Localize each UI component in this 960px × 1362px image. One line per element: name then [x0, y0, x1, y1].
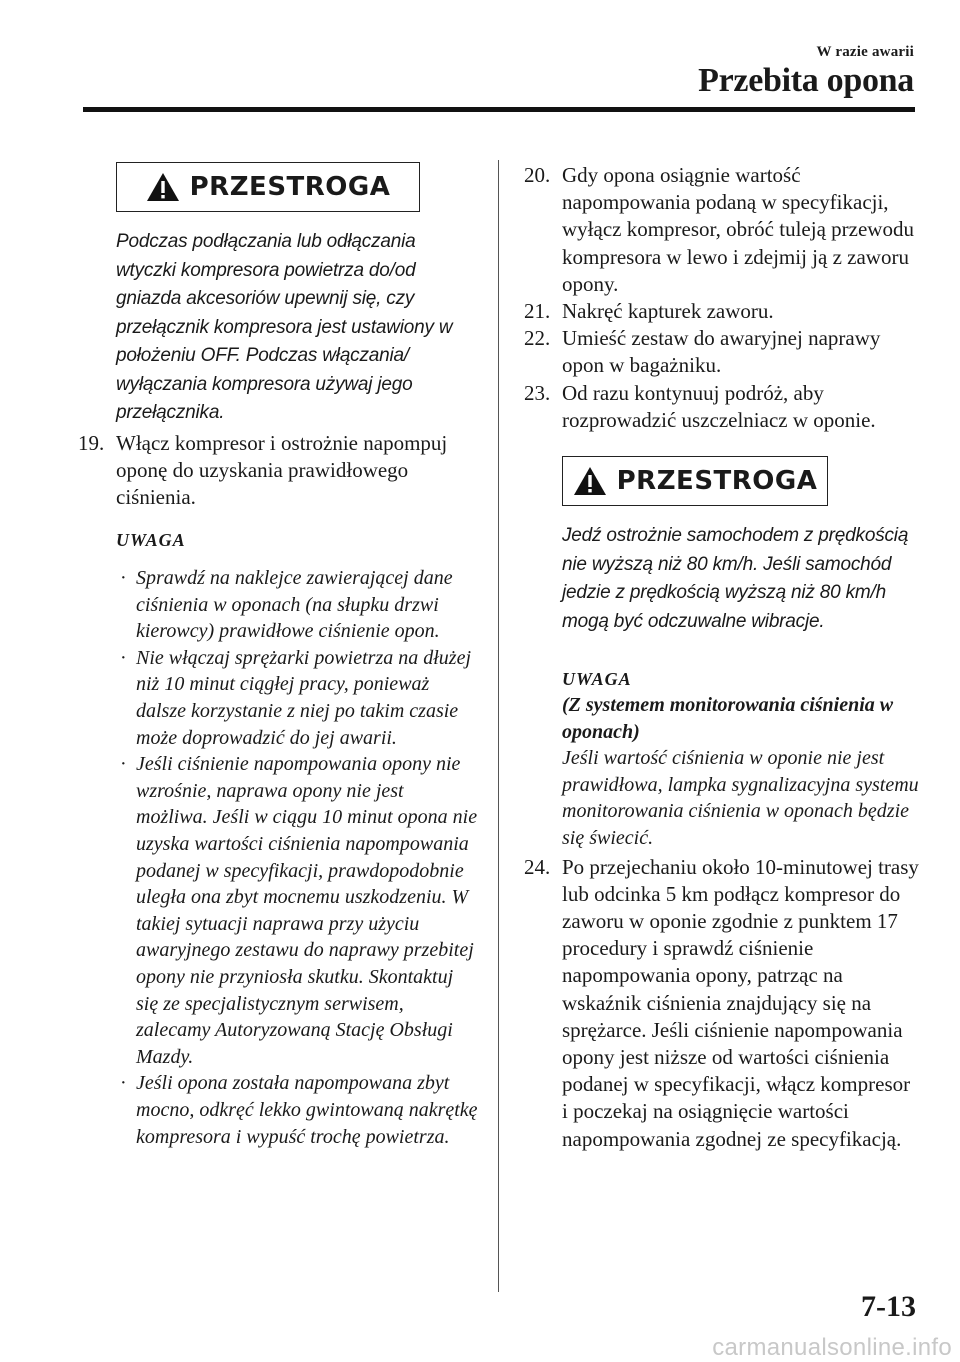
- bullet-text: Jeśli ciśnienie napompowania opony nie wzrośnie, naprawa opony nie jest możliwa. Jeśli w ciągu 10 minut opona nie uzyska wartości ciśnienia napompowania podanej w specyfikacji, prawdopodobnie uległa ona zbyt mocnemu uszkodzeniu. W takiej sytuacji naprawa przy użyciu awaryjnego zestawu do naprawy przebitej opony nie przyniosła skutku. Skontaktuj się ze specjalistycznym serwisem, zalecamy Autoryzowaną Stację Obsługi Mazdy.: [136, 753, 478, 1068]
- note-block: [524, 666, 920, 852]
- step-number: 22.: [524, 326, 551, 351]
- note-title: UWAGA: [562, 669, 632, 690]
- caution-box: [562, 456, 828, 506]
- note-text: Jeśli wartość ciśnienia w oponie nie jest prawidłowa, lampka sygnalizacyjna systemu monitorowania ciśnienia w oponach będzie się świecić.: [562, 747, 919, 849]
- bullet-icon: ·: [120, 646, 127, 669]
- step-22: [524, 325, 920, 379]
- bullet-text: Sprawdź na naklejce zawierającej dane ciśnienia w oponach (na słupku drzwi kierowcy) prawidłowe ciśnienie opon.: [136, 567, 453, 643]
- warning-icon: [573, 466, 607, 496]
- step-24: [524, 854, 920, 1153]
- caution-label: PRZESTROGA: [189, 172, 391, 202]
- step-19: [78, 430, 480, 512]
- caution-box: [116, 162, 420, 212]
- right-column: [524, 162, 920, 1153]
- step-number: 19.: [78, 430, 105, 455]
- step-text: Od razu kontynuuj podróż, aby rozprowadzić uszczelniacz w oponie.: [562, 380, 876, 432]
- step-number: 20.: [524, 163, 551, 187]
- warning-icon: [146, 172, 180, 202]
- bullet-text: Jeśli opona została napompowana zbyt mocno, odkręć lekko gwintowaną nakrętkę kompresora i wypuść trochę powietrza.: [136, 1072, 478, 1148]
- bullet-text: Nie włączaj sprężarki powietrza na dłużej niż 10 minut ciągłej pracy, ponieważ dalsze korzystanie z niej po takim czasie może doprowadzić do jej awarii.: [136, 646, 471, 749]
- left-column: [78, 162, 480, 1150]
- step-text: Włącz kompresor i ostrożnie napompuj oponę do uzyskania prawidłowego ciśnienia.: [116, 430, 448, 509]
- step-21: [524, 298, 920, 325]
- header-rule: [83, 107, 915, 112]
- bullet-icon: ·: [120, 1072, 127, 1095]
- list-item: [116, 645, 480, 751]
- page-number: 7-13: [861, 1290, 916, 1323]
- note-subtitle: (Z systemem monitorowania ciśnienia w oponach): [562, 694, 894, 743]
- step-number: 23.: [524, 380, 551, 405]
- step-text: Gdy opona osiągnie wartość napompowania podaną w specyfikacji, wyłącz kompresor, obróć tuleją przewodu kompresora w lewo i zdejmij ją z zaworu opony.: [562, 163, 914, 296]
- step-20: [524, 162, 920, 298]
- caution-label: PRZESTROGA: [616, 466, 818, 497]
- step-text: Nakręć kapturek zaworu.: [562, 299, 774, 324]
- list-item: [116, 751, 480, 1070]
- watermark: carmanualsonline.info: [712, 1334, 952, 1361]
- page-title: Przebita opona: [698, 62, 914, 99]
- note-title: UWAGA: [116, 530, 186, 551]
- caution-text: Podczas podłączania lub odłączania wtyczki kompresora powietrza do/od gniazda akcesoriów upewnij się, czy przełącznik kompresora jest ustawiony w położeniu OFF. Podczas włączania/ wyłączania kompresora używaj jego przełącznika.: [116, 231, 453, 423]
- step-number: 21.: [524, 299, 551, 324]
- step-23: [524, 380, 920, 434]
- step-text: Po przejechaniu około 10-minutowej trasy lub odcinka 5 km podłącz kompresor do zaworu w oponie zgodnie z punktem 17 procedury i sprawdź ciśnienie napompowania opony, patrząc na wskaźnik ciśnienia znajdujący się na sprężarce. Jeśli ciśnienie napompowania opony jest niższe od wartości ciśnienia podanej w specyfikacji, włącz kompresor i poczekaj na osiągnięcie wartości napompowania zgodnej ze specyfikacją.: [562, 854, 919, 1151]
- note-bullets: [116, 565, 480, 1150]
- column-divider: [498, 160, 499, 1292]
- section-name: W razie awarii: [816, 44, 914, 60]
- step-text: Umieść zestaw do awaryjnej naprawy opon w bagażniku.: [562, 326, 881, 378]
- step-number: 24.: [524, 854, 551, 879]
- list-item: [116, 565, 480, 645]
- note-block: [78, 527, 480, 1150]
- caution-text: Jedź ostrożnie samochodem z prędkością nie wyższą niż 80 km/h. Jeśli samochód jedzie z prędkością wyższą niż 80 km/h mogą być odczuwalne wibracje.: [562, 525, 909, 632]
- list-item: [116, 1070, 480, 1150]
- bullet-icon: ·: [120, 567, 127, 590]
- bullet-icon: ·: [120, 753, 127, 776]
